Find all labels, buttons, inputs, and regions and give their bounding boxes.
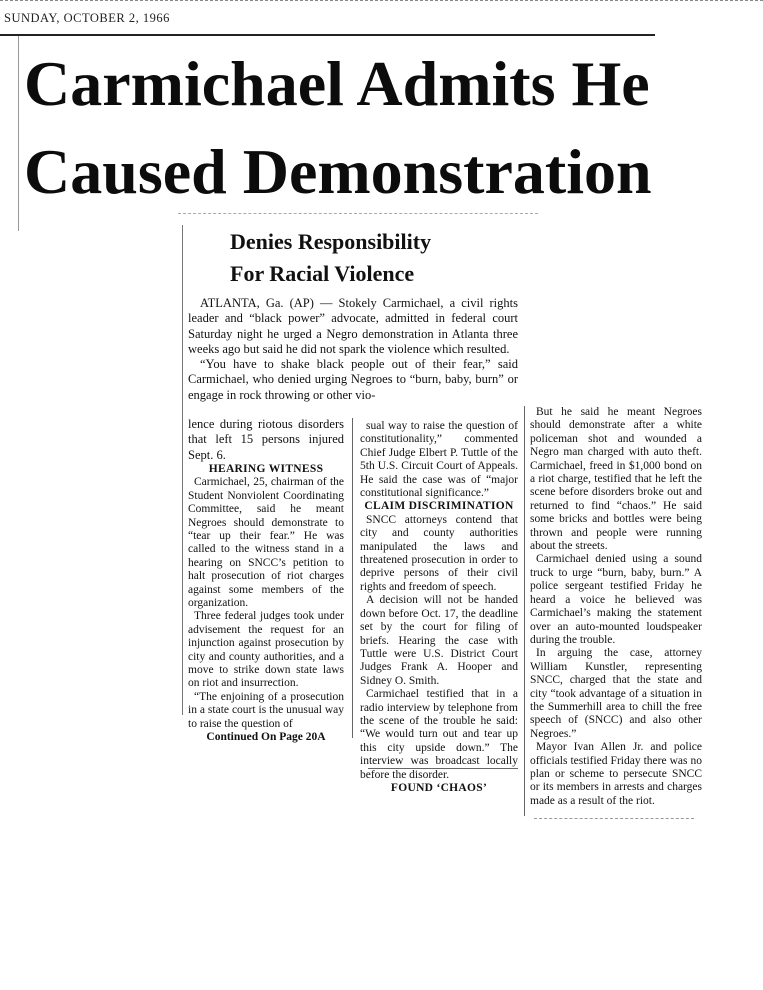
column-3-paragraph-3: In arguing the case, attorney William Kunstler, representing SNCC, charged that the state and city “took advantage of a situation in the Summerhill area to chill the free speech of (SNCC) and also other Negroes.” [530,647,702,740]
headline-line-1: Carmichael Admits He [24,48,650,119]
subhead-found-chaos: FOUND ‘CHAOS’ [390,781,488,794]
article-column-1 [188,417,344,744]
lead-paragraph-1: ATLANTA, Ga. (AP) — Stokely Carmichael, a civil rights leader and “black power” advocate, admitted in federal court Saturday night he urged a Negro demonstration in Atlanta three weeks ago but said he did not spark the violence which resulted. [188,296,518,356]
column-2-paragraph-2: SNCC attorneys contend that city and county authorities manipulated the laws and threatened prosecution in order to deprive persons of their civil rights and freedom of speech. [360,513,518,593]
headline-divider [178,213,538,214]
column-3-paragraph-2: Carmichael denied using a sound truck to urge “burn, baby, burn.” A police sergeant testified Friday he heard a voice he believed was Carmichael’s making the statement over an auto-mounted loudspeaker during the trouble. [530,553,702,646]
deck-line-1: Denies Responsibility [230,229,432,254]
continued-note: Continued On Page 20A [206,731,326,744]
dateline-rule [0,34,655,36]
column-1-paragraph-1: Carmichael, 25, chairman of the Student Nonviolent Coordinating Committee, said he meant Negroes should demonstrate to “tear up their fear.” He was called to the witness stand in a hearing on SNCC’s petition to halt prosecution of riot charges against some members of the organization. [188,476,344,609]
column-rule-2 [524,406,525,816]
article-lead [188,296,518,403]
column-2-end-rule [368,768,518,769]
clipping-left-edge [18,36,19,231]
column-1-paragraph-2: Three federal judges took under advisement the request for an injunction against prosecution by city and county authorities, and a move to strike down state laws on riot and insurrection. [188,610,344,690]
lead-paragraph-2: “You have to shake black people out of their fear,” said Carmichael, who denied urging Negroes to “burn, baby, burn” or engage in rock throwing or other vio- [188,357,518,402]
lead-tail: lence during riotous disorders that left 15 persons injured Sept. 6. [188,417,344,462]
dateline: SUNDAY, OCTOBER 2, 1966 [4,11,170,25]
article-left-rule [182,225,183,715]
column-2-paragraph-3: A decision will not be handed down before Oct. 17, the deadline set by the court for filing of briefs. Hearing the case with Tuttle were U.S. District Court Judges Frank A. Hooper and Sidney O. Smith. [360,594,518,687]
column-2-paragraph-1: sual way to raise the question of constitutionality,” commented Chief Judge Elbert P. Tuttle of the 5th U.S. Circuit Court of Appeals. He said the case was of “major constitutional significance.” [360,420,518,500]
column-3-paragraph-1: But he said he meant Negroes should demonstrate after a white policeman shot and wounded a Negro man charged with auto theft. Carmichael, freed in $1,000 bond on a riot charge, testified that he left the scene before disorders broke out and returned to find “chaos.” He said some bricks and bottles were being thrown and people were running about the streets. [530,406,702,553]
headline-line-2: Caused Demonstration [24,136,652,207]
column-rule-1 [352,418,353,738]
subhead-hearing-witness: HEARING WITNESS [208,462,324,475]
column-3-paragraph-4: Mayor Ivan Allen Jr. and police officials testified Friday there was no plan or scheme to persecute SNCC or its members in arrests and charges made as a result of the riot. [530,741,702,807]
column-1-paragraph-3: “The enjoining of a prosecution in a state court is the unusual way to raise the question of [188,690,344,730]
article-column-3 [530,406,702,808]
top-dashed-border [0,0,763,1]
column-2-paragraph-4: Carmichael testified that in a radio interview by telephone from the scene of the trouble he said: “We would turn out and tear up this city upside down.” The interview was broadcast locally before the disorder. [360,688,518,781]
deck-line-2: For Racial Violence [230,261,415,286]
column-3-end-rule [534,818,694,819]
article-column-2 [360,420,518,795]
subhead-claim-discrimination: CLAIM DISCRIMINATION [364,500,514,513]
